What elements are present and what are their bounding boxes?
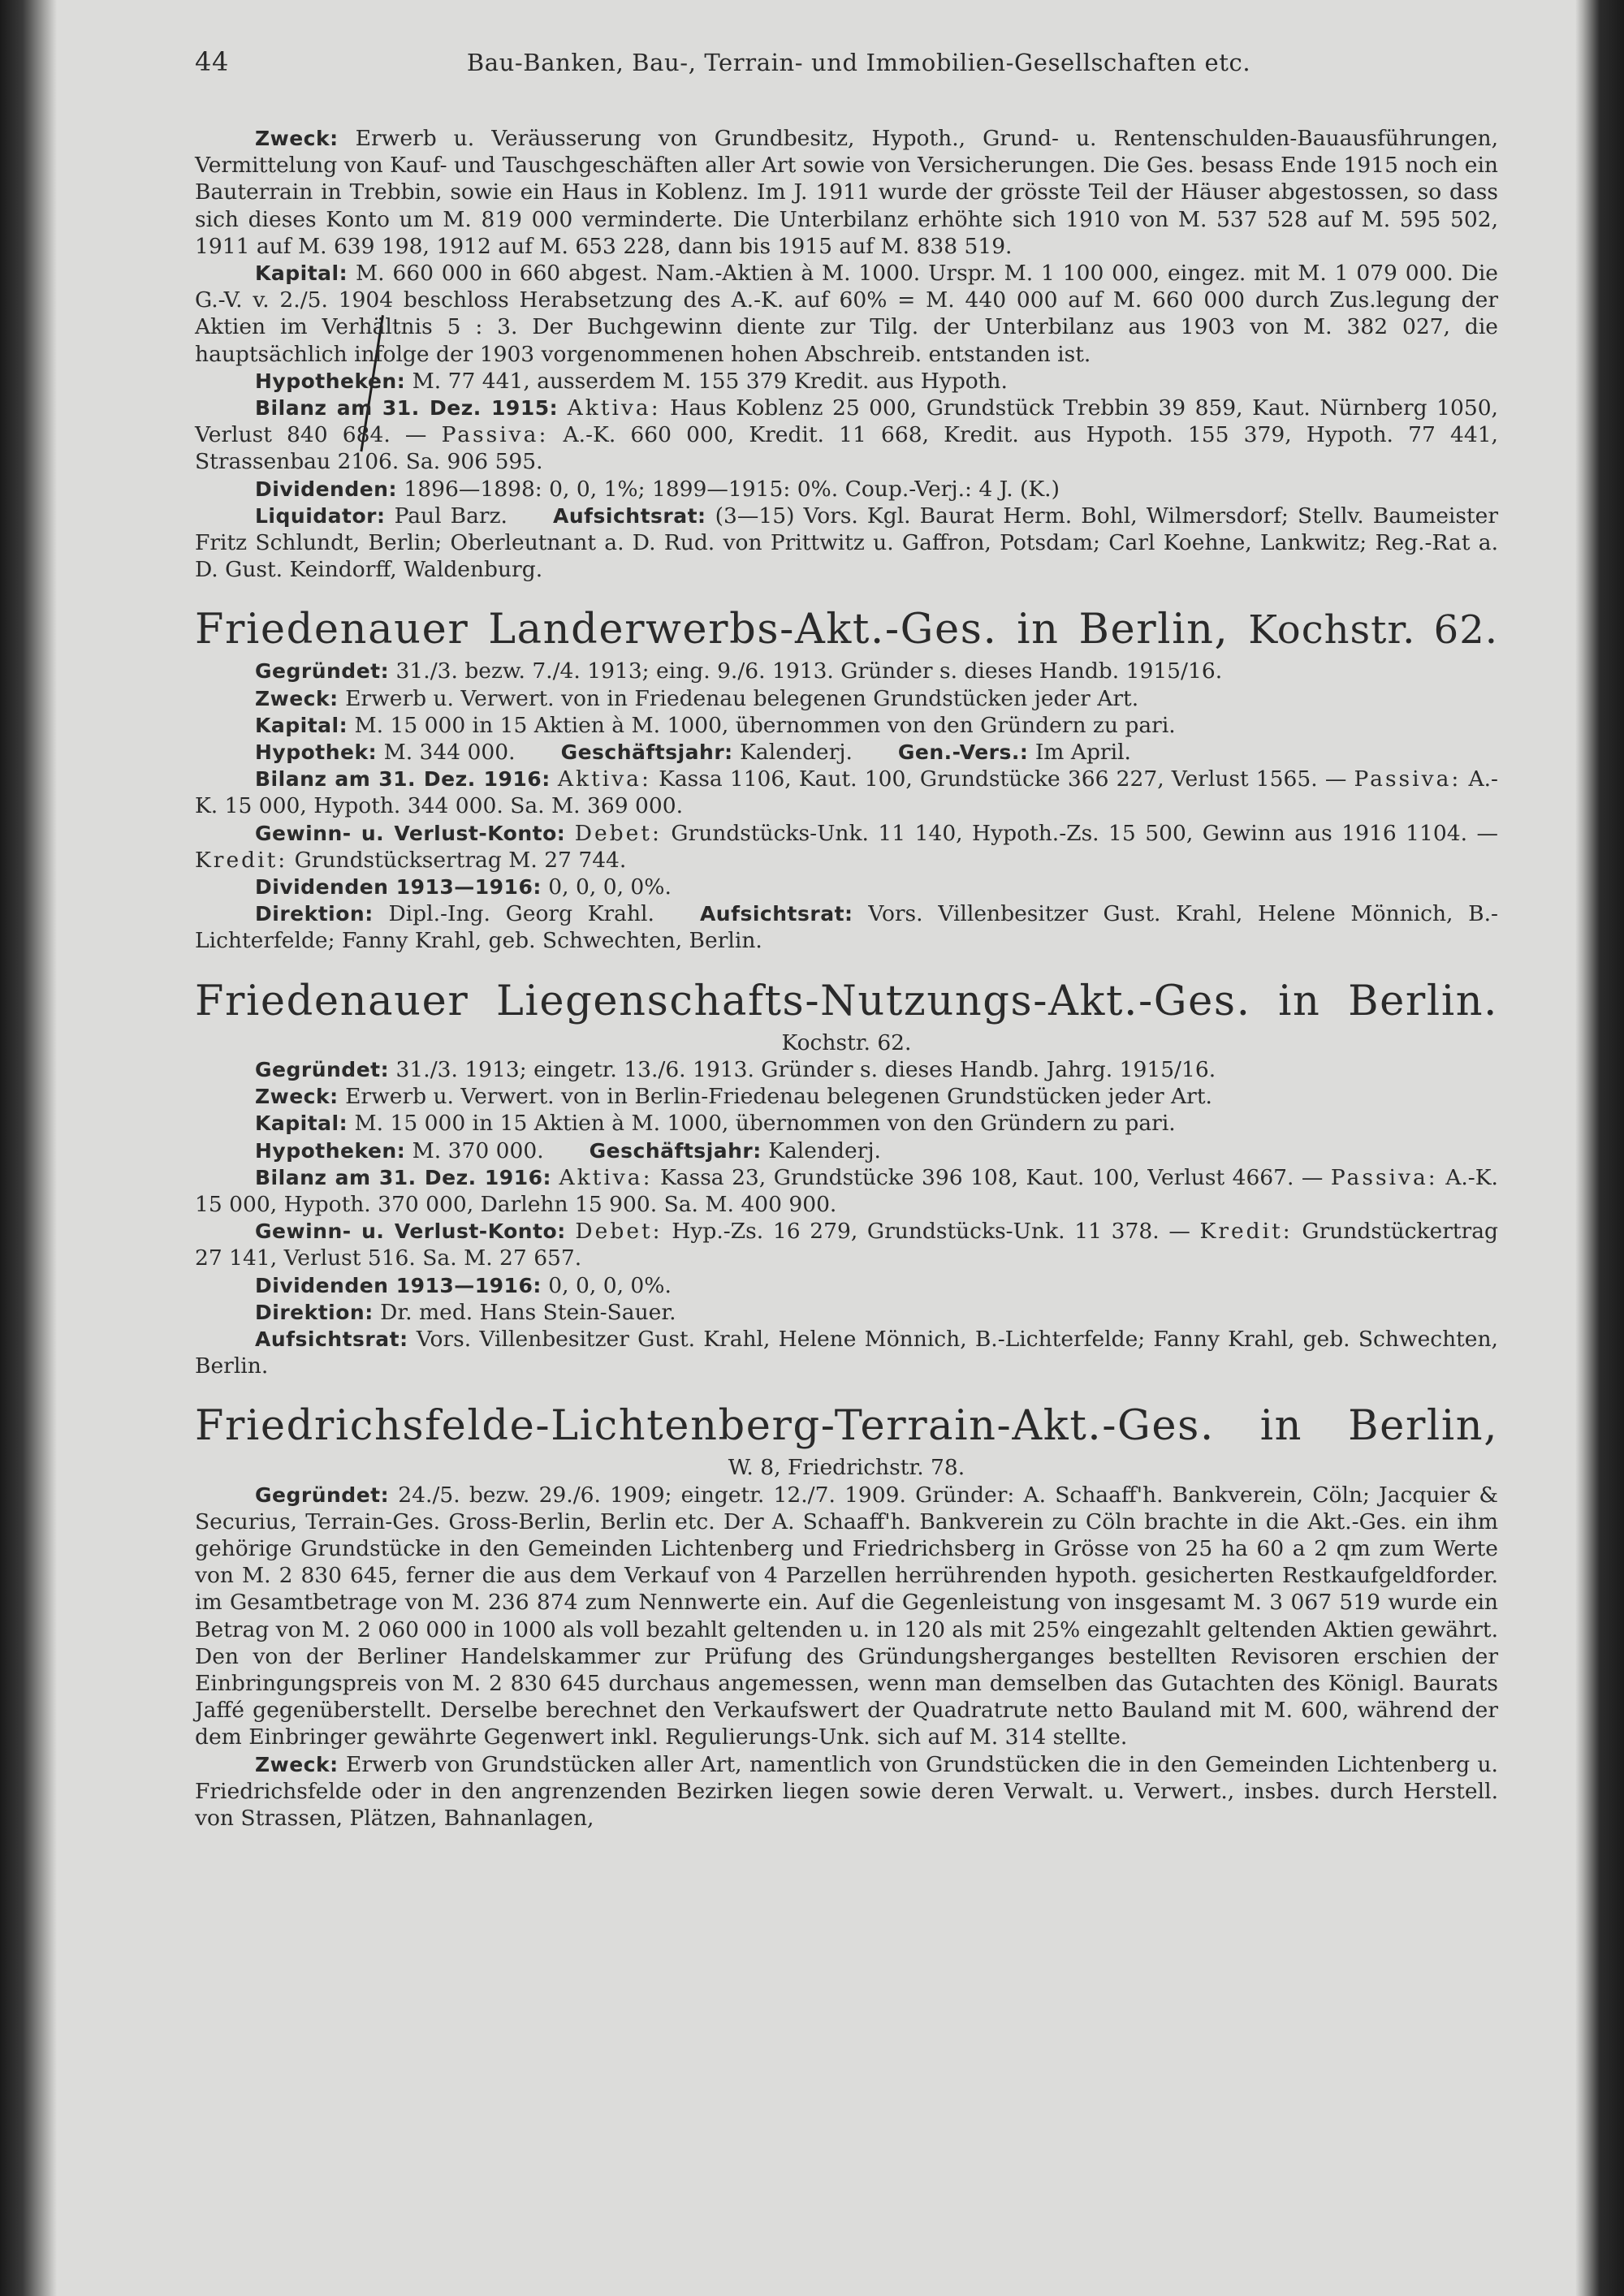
entry2-gegruendet: Gegründet: 31./3. 1913; eingetr. 13./6. 1913. Gründer s. dieses Handb. Jahrg. 1915/16. — [255, 1056, 1216, 1082]
entry-friedenauer-liegenschafts — [195, 976, 1498, 1380]
entry3-gegruendet: Gegründet: 24./5. bezw. 29./6. 1909; eingetr. 12./7. 1909. Gründer: A. Schaaff'h. Bankverein, Cöln; Jacquier & Securius, Terrain-Ges. Gross-Berlin, Berlin etc. Der A. Schaaff'h. Bankverein zu Cöln brachte in die Akt.-Ges. ein ihm gehörige Grundstücke in den Gemeinden Lichtenberg und Friedrichsberg in Grösse von 25 ha 60 a 2 qm zum Werte von M. 2 830 645, ferner die aus dem Verkauf von 4 Parzellen herrührenden hypoth. gesicherten Restkaufgeldforder. im Gesamtbetrage von M. 236 874 zum Nennwerte ein. Auf die Gegenleistung von insgesamt M. 3 067 519 wurde ein Betrag von M. 2 060 000 in 1000 als voll bezahlt geltenden u. in 120 als mit 25% eingezahlt geltenden Aktien gewährt. Den von der Berliner Handelskammer zur Prüfung des Gründungsherganges bestellten Revisoren erschien der Einbringungspreis von M. 2 830 645 durchaus angemessen, wenn man demselben das Gutachten des Königl. Baurats Jaffé gegenüberstellt. Derselbe berechnet den Verkaufswert der Quadratrute netto Bauland mit M. 600, während der dem Einbringer gewährte Gegenwert inkl. Regulierungs-Unk. sich auf M. 314 stellte. — [195, 1482, 1498, 1750]
entry-friedenauer-landerwerbs — [195, 604, 1498, 954]
entry1-direktion: Direktion: Dipl.-Ing. Georg Krahl. Aufsichtsrat: Vors. Villenbesitzer Gust. Krahl, Helene Mönnich, B.-Lichterfelde; Fanny Krahl, geb. Schwechten, Berlin. — [195, 901, 1498, 954]
entry-friedrichsfelde-lichtenberg — [195, 1400, 1498, 1832]
entry1-gegruendet: Gegründet: 31./3. bezw. 7./4. 1913; eing. 9./6. 1913. Gründer s. dieses Handb. 1915/16. — [255, 658, 1223, 684]
entry2-aufsichtsrat: Aufsichtsrat: Vors. Villenbesitzer Gust. Krahl, Helene Mönnich, B.-Lichterfelde; Fanny Krahl, geb. Schwechten, Berlin. — [195, 1326, 1498, 1379]
running-title: Bau-Banken, Bau-, Terrain- und Immobilien-Gesellschaften etc. — [466, 49, 1251, 76]
page-number: 44 — [195, 46, 229, 77]
running-header — [195, 46, 1498, 89]
entry-continued — [195, 125, 1498, 583]
entry0-zweck: Zweck: Erwerb u. Veräusserung von Grundbesitz, Hypoth., Grund- u. Rentenschulden-Bauausführungen, Vermittelung von Kauf- und Tauschgeschäften aller Art sowie von Versicherungen. Die Ges. besass Ende 1915 noch ein Bauterrain in Trebbin, sowie ein Haus in Koblenz. Im J. 1911 wurde der grösste Teil der Häuser abgestossen, so dass sich dieses Konto um M. 819 000 verminderte. Die Unterbilanz erhöhte sich 1910 von M. 537 528 auf M. 595 502, 1911 auf M. 639 198, 1912 auf M. 653 228, dann bis 1915 auf M. 838 519. — [195, 126, 1498, 259]
entry2-address: Kochstr. 62. — [781, 1029, 912, 1055]
entry1-guv: Gewinn- u. Verlust-Konto: Debet: Grundstücks-Unk. 11 140, Hypoth.-Zs. 15 500, Gewinn aus 1916 1104. — Kredit: Grundstücksertrag M. 27 744. — [195, 820, 1498, 873]
page — [195, 46, 1498, 1832]
entry2-dividenden: Dividenden 1913—1916: 0, 0, 0, 0%. — [255, 1272, 672, 1298]
entry0-dividenden: Dividenden: 1896—1898: 0, 0, 1%; 1899—1915: 0%. Coup.-Verj.: 4 J. (K.) — [255, 476, 1060, 502]
entry0-liquidator: Liquidator: Paul Barz. Aufsichtsrat: (3—15) Vors. Kgl. Baurat Herm. Bohl, Wilmersdorf; Stellv. Baumeister Fritz Schlundt, Berlin; Oberleutnant a. D. Rud. von Prittwitz u. Gaffron, Potsdam; Carl Koehne, Lankwitz; Reg.-Rat a. D. Gust. Keindorff, Waldenburg. — [195, 503, 1498, 583]
entry2-title: Friedenauer Liegenschafts-Nutzungs-Akt.-Ges. in Berlin. — [195, 977, 1498, 1025]
entry1-title: Friedenauer Landerwerbs-Akt.-Ges. in Berlin, Kochstr. 62. — [195, 606, 1498, 654]
entry2-zweck: Zweck: Erwerb u. Verwert. von in Berlin-Friedenau belegenen Grundstücken jeder Art. — [255, 1084, 1212, 1110]
entry2-hypotheken: Hypotheken: M. 370 000. Geschäftsjahr: Kalenderj. — [255, 1137, 881, 1163]
entry0-kapital: Kapital: M. 660 000 in 660 abgest. Nam.-Aktien à M. 1000. Urspr. M. 1 100 000, eingez. mit M. 1 079 000. Die G.-V. v. 2./5. 1904 beschloss Herabsetzung des A.-K. auf 60% = M. 440 000 auf M. 660 000 durch Zus.legung der Aktien im Verhältnis 5 : 3. Der Buchgewinn diente zur Tilg. der Unterbilanz aus 1903 von M. 382 027, die hauptsächlich infolge der 1903 vorgenommenen hohen Abschreib. entstanden ist. — [195, 261, 1498, 367]
entry0-hypotheken: Hypotheken: M. 77 441, ausserdem M. 155 379 Kredit. aus Hypoth. — [255, 368, 1008, 394]
entry1-bilanz: Bilanz am 31. Dez. 1916: Aktiva: Kassa 1106, Kaut. 100, Grundstücke 366 227, Verlust 1565. — Passiva: A.-K. 15 000, Hypoth. 344 000. Sa. M. 369 000. — [195, 766, 1498, 819]
entry0-bilanz: Bilanz am 31. Dez. 1915: Aktiva: Haus Koblenz 25 000, Grundstück Trebbin 39 859, Kaut. Nürnberg 1050, Verlust 840 684. — Passiva: A.-K. 660 000, Kredit. 11 668, Kredit. aus Hypoth. 155 379, Hypoth. 77 441, Strassenbau 2106. Sa. 906 595. — [195, 395, 1498, 475]
entry1-dividenden: Dividenden 1913—1916: 0, 0, 0, 0%. — [255, 874, 672, 900]
entry1-zweck: Zweck: Erwerb u. Verwert. von in Friedenau belegenen Grundstücken jeder Art. — [255, 685, 1139, 711]
entry2-kapital: Kapital: M. 15 000 in 15 Aktien à M. 1000, übernommen von den Gründern zu pari. — [255, 1111, 1176, 1137]
entry2-bilanz: Bilanz am 31. Dez. 1916: Aktiva: Kassa 23, Grundstücke 396 108, Kaut. 100, Verlust 4667. — Passiva: A.-K. 15 000, Hypoth. 370 000, Darlehn 15 900. Sa. M. 400 900. — [195, 1164, 1498, 1217]
entry3-address: W. 8, Friedrichstr. 78. — [728, 1455, 965, 1481]
scan-edge-right — [1575, 0, 1624, 2296]
entry3-zweck: Zweck: Erwerb von Grundstücken aller Art, namentlich von Grundstücken die in den Gemeinden Lichtenberg u. Friedrichsfelde oder in den angrenzenden Bezirken liegen sowie deren Verwalt. u. Verwert., insbes. durch Herstell. von Strassen, Plätzen, Bahnanlagen, — [195, 1751, 1498, 1831]
scan-edge-left — [0, 0, 57, 2296]
entry2-direktion: Direktion: Dr. med. Hans Stein-Sauer. — [255, 1299, 676, 1325]
entry1-kapital: Kapital: M. 15 000 in 15 Aktien à M. 1000, übernommen von den Gründern zu pari. — [255, 712, 1176, 738]
entry1-hypothek: Hypothek: M. 344 000. Geschäftsjahr: Kalenderj. Gen.-Vers.: Im April. — [255, 740, 1131, 766]
entry3-title: Friedrichsfelde-Lichtenberg-Terrain-Akt.-Ges. in Berlin, — [195, 1402, 1498, 1451]
entry2-guv: Gewinn- u. Verlust-Konto: Debet: Hyp.-Zs. 16 279, Grundstücks-Unk. 11 378. — Kredit: Grundstückertrag 27 141, Verlust 516. Sa. M. 27 657. — [195, 1219, 1498, 1271]
